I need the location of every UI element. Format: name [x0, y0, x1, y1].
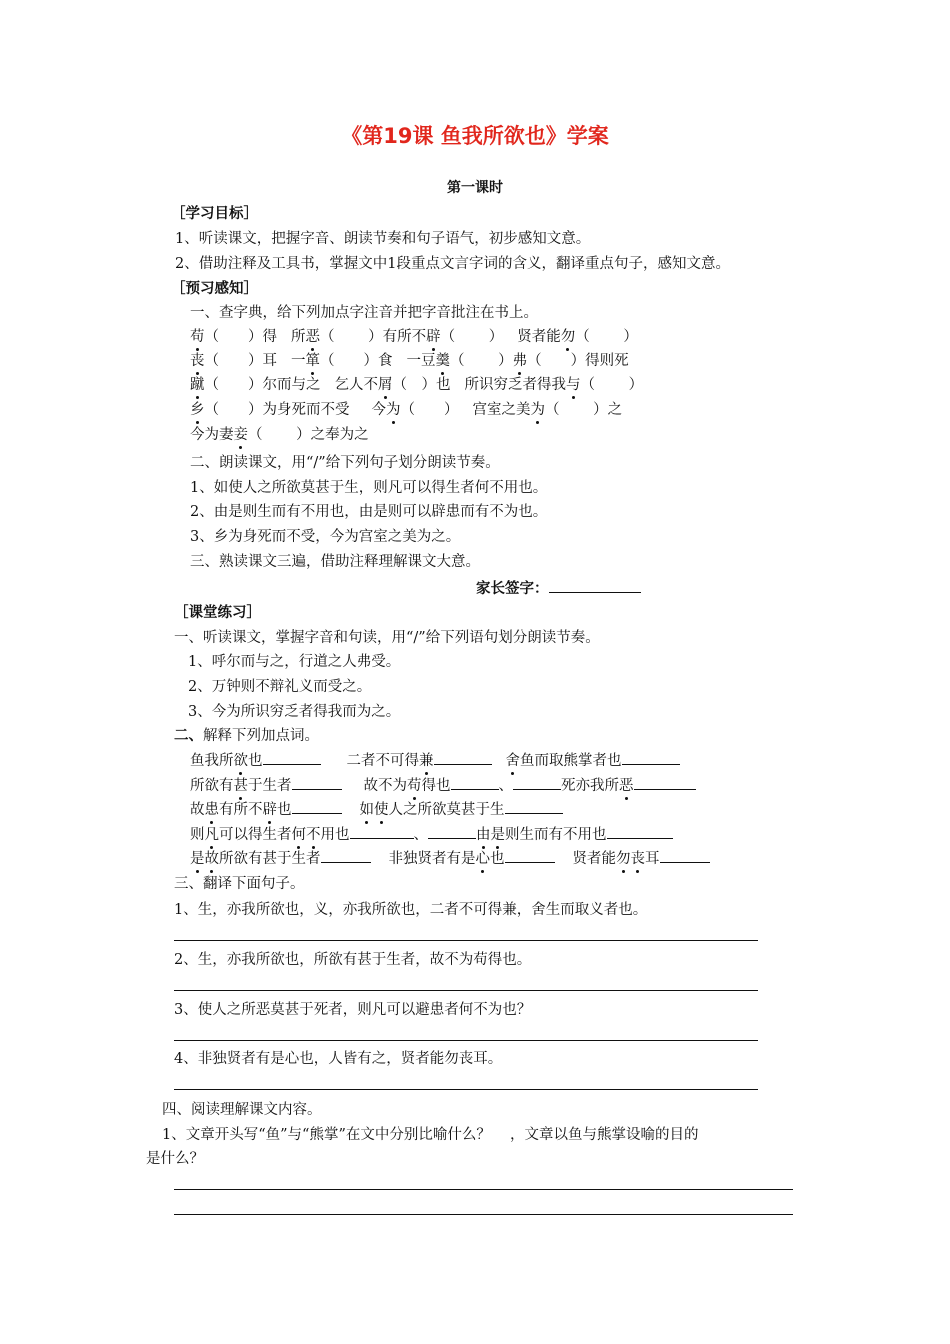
preview-question-1: 一、查字典，给下列加点字注音并把字音批注在书上。	[190, 305, 538, 321]
answer-line[interactable]	[174, 1040, 758, 1041]
section-heading-goals: ［学习目标］	[171, 206, 258, 222]
definition-row: 故患有所不辟也 如使人之所欲莫甚于生	[190, 799, 563, 821]
word: 也	[436, 377, 451, 393]
dotted-char: 心	[475, 851, 490, 867]
pinyin-row: 今为妻妾（ ）之奉为之	[190, 427, 369, 443]
practice-item: 1、呼尔而与之，行道之人弗受。	[188, 654, 401, 670]
pinyin-row: 蹴（ ）尔而与之 乞人不屑（ ）也 所识穷乏者得我与（ ）	[190, 377, 644, 393]
dotted-char: 丧	[630, 851, 645, 867]
word: 为身死而不受	[262, 402, 350, 418]
dotted-char: 使	[374, 802, 389, 818]
dotted-char: 辟	[426, 329, 441, 345]
answer-blank[interactable]	[505, 799, 563, 814]
translate-item: 4、非独贤者有是心也，人皆有之，贤者能勿丧耳。	[174, 1051, 503, 1067]
dotted-char: 是	[490, 827, 505, 843]
parent-signature	[476, 578, 641, 600]
dotted-char: 患	[204, 802, 219, 818]
answer-blank[interactable]	[451, 775, 499, 790]
dotted-char: 勿	[616, 851, 631, 867]
goal-item: 2、借助注释及工具书，掌握文中1段重点文言字词的含义，翻译重点句子，感知文意。	[175, 256, 730, 272]
practice-question-4: 四、阅读理解课文内容。	[162, 1102, 322, 1118]
answer-blank[interactable]	[505, 848, 555, 863]
dotted-char: 是	[190, 851, 205, 867]
goal-item: 1、听读课文，把握字音、朗读节奏和句子语气，初步感知文意。	[175, 231, 591, 247]
dotted-char: 何	[291, 827, 306, 843]
dotted-char: 箪	[305, 353, 320, 369]
word: 之	[607, 402, 623, 418]
question-number: 二、	[174, 728, 203, 744]
answer-blank[interactable]	[513, 775, 561, 790]
dotted-char: 为	[530, 402, 545, 418]
dotted-char: 弗	[512, 353, 528, 369]
preview-question-2: 二、朗读课文，用“/”给下列句子划分朗读节奏。	[190, 455, 500, 471]
dotted-char: 恶	[619, 778, 634, 794]
dotted-char: 恶	[305, 329, 320, 345]
section-heading-practice: ［课堂练习］	[174, 605, 261, 621]
section-heading-preview: ［预习感知］	[171, 281, 258, 297]
answer-blank[interactable]	[350, 824, 414, 839]
page-title: 《第19课 鱼我所欲也》学案	[341, 124, 609, 148]
dotted-char: 苟	[407, 778, 422, 794]
answer-line[interactable]	[174, 1089, 758, 1090]
answer-blank[interactable]	[428, 824, 476, 839]
definition-row: 则凡可以得生者何不用也 、 由是则生而有不用也	[190, 824, 673, 846]
lesson-subtitle: 第一课时	[447, 180, 503, 196]
rhythm-item: 1、如使人之所欲莫甚于生，则凡可以得生者何不用也。	[190, 480, 548, 496]
separator: 、	[413, 827, 428, 843]
signature-blank[interactable]	[549, 578, 641, 593]
dotted-char: 不	[306, 827, 321, 843]
dotted-char: 凡	[204, 827, 219, 843]
dotted-char: 乡	[190, 402, 205, 418]
word: 食	[378, 353, 393, 369]
pinyin-row: 乡（ ）为身死而不受 今为（ ） 宫室之美为（ ）之	[190, 402, 623, 418]
dotted-char: 屑	[378, 377, 393, 393]
pinyin-row: 丧（ ）耳 一箪（ ）食 一豆羹（ ）弗（ ）得则死	[190, 353, 629, 369]
word: 尔而与之	[262, 377, 321, 393]
word: 得	[262, 329, 277, 345]
answer-blank[interactable]	[622, 750, 680, 765]
dotted-char: 为	[386, 402, 401, 418]
practice-item: 3、今为所识穷乏者得我而为之。	[188, 704, 401, 720]
definition-row: 是故所欲有甚于生者 非独贤者有是心也 贤者能勿丧耳	[190, 848, 710, 870]
dotted-char: 辟	[262, 802, 277, 818]
definition-row: 鱼我所欲也 二者不可得兼 舍鱼而取熊掌者也	[190, 750, 680, 772]
dotted-char: 羹	[435, 353, 450, 369]
dotted-char: 苟	[190, 329, 205, 345]
answer-blank[interactable]	[263, 750, 321, 765]
answer-blank[interactable]	[292, 799, 342, 814]
question-text: 解释下列加点词。	[203, 728, 319, 744]
dotted-char: 如	[359, 802, 374, 818]
word: 耳	[262, 353, 277, 369]
answer-blank[interactable]	[321, 848, 371, 863]
answer-blank[interactable]	[634, 775, 696, 790]
answer-line[interactable]	[174, 990, 758, 991]
dotted-char: 故	[204, 851, 219, 867]
dotted-char: 欲	[233, 753, 248, 769]
reading-item-continued: 是什么？	[146, 1151, 204, 1167]
dotted-char: 妾	[233, 427, 248, 443]
translate-item: 1、生，亦我所欲也，义，亦我所欲也，二者不可得兼，舍生而取义者也。	[174, 902, 648, 918]
answer-line[interactable]	[174, 940, 758, 941]
dotted-char: 甚	[233, 778, 248, 794]
translate-item: 2、生，亦我所欲也，所欲有甚于生者，故不为苟得也。	[174, 952, 532, 968]
practice-question-1: 一、听读课文，掌握字音和句读，用“/”给下列语句划分朗读节奏。	[174, 630, 600, 646]
separator: 、	[498, 778, 513, 794]
dotted-char: 丧	[190, 353, 205, 369]
signature-label: 家长签字：	[476, 581, 549, 597]
word: 有所不	[382, 329, 427, 345]
definition-row: 所欲有甚于生者 故不为苟得也 、 死亦我所恶	[190, 775, 696, 797]
dotted-char: 蹴	[190, 377, 205, 393]
word: 之奉为之	[310, 427, 369, 443]
dotted-char: 舍	[505, 753, 520, 769]
practice-question-2	[174, 726, 319, 748]
preview-question-3: 三、熟读课文三遍，借助注释理解课文大意。	[190, 554, 480, 570]
answer-line[interactable]	[174, 1214, 793, 1215]
dotted-char: 兼	[419, 753, 434, 769]
word: 得则死	[585, 353, 629, 369]
answer-blank[interactable]	[607, 824, 673, 839]
dotted-char: 由	[476, 827, 491, 843]
dotted-char: 与	[566, 377, 581, 393]
rhythm-item: 2、由是则生而有不用也，由是则可以辟患而有不为也。	[190, 504, 548, 520]
answer-blank[interactable]	[292, 775, 342, 790]
reading-item: 1、文章开头写“鱼”与“熊掌”在文中分别比喻什么？ ，文章以鱼与熊掌设喻的目的	[162, 1127, 699, 1143]
translate-item: 3、使人之所恶莫甚于死者，则凡可以避患者何不为也？	[174, 1002, 532, 1018]
pinyin-row: 苟（ ）得 所恶（ ）有所不辟（ ） 贤者能勿（ ）	[190, 329, 638, 345]
answer-blank[interactable]	[434, 750, 492, 765]
rhythm-item: 3、乡为身死而不受，今为宫室之美为之。	[190, 529, 461, 545]
answer-blank[interactable]	[660, 848, 710, 863]
answer-line[interactable]	[174, 1189, 793, 1190]
word: 贤者能	[517, 329, 561, 345]
practice-item: 2、万钟则不辩礼义而受之。	[188, 679, 372, 695]
dotted-char: 勿	[560, 329, 576, 345]
practice-question-3: 三、翻译下面句子。	[174, 876, 305, 892]
